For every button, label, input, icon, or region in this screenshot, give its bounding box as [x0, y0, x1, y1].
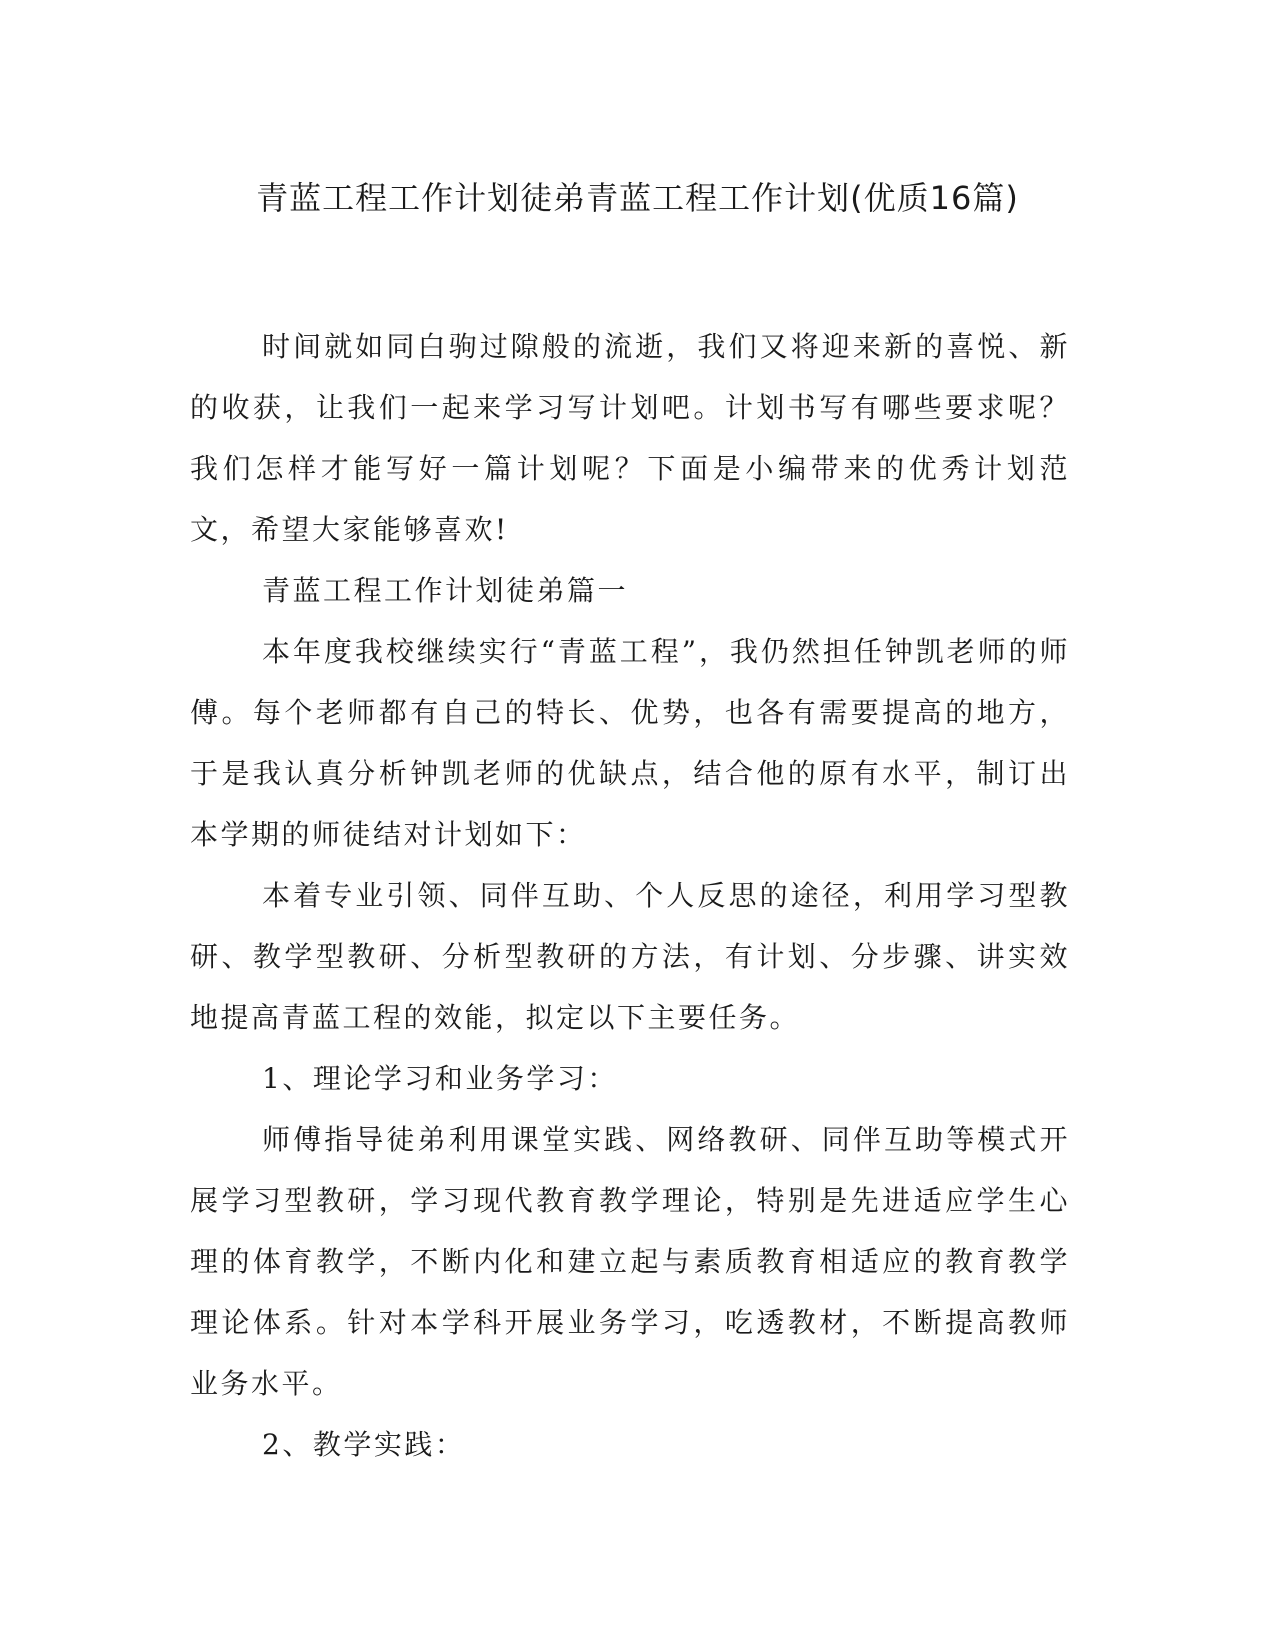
list-heading-theory-study: 1、理论学习和业务学习：	[262, 1062, 618, 1095]
document-body	[190, 316, 1070, 1475]
intro-paragraph: 时间就如同白驹过隙般的流逝，我们又将迎来新的喜悦、新的收获，让我们一起来学习写计划吧。计划书写有哪些要求呢？我们怎样才能写好一篇计划呢？下面是小编带来的优秀计划范文，希望大家能够喜欢!	[190, 330, 1070, 546]
body-paragraph: 本着专业引领、同伴互助、个人反思的途径，利用学习型教研、教学型教研、分析型教研的方法，有计划、分步骤、讲实效地提高青蓝工程的效能，拟定以下主要任务。	[190, 879, 1070, 1034]
list-heading-teaching-practice: 2、教学实践：	[262, 1428, 466, 1461]
document-title: 青蓝工程工作计划徒弟青蓝工程工作计划(优质16篇)	[256, 179, 1019, 217]
section-heading-part-one: 青蓝工程工作计划徒弟篇一	[262, 574, 629, 607]
body-paragraph: 师傅指导徒弟利用课堂实践、网络教研、同伴互助等模式开展学习型教研，学习现代教育教学理论，特别是先进适应学生心理的体育教学，不断内化和建立起与素质教育相适应的教育教学理论体系。针对本学科开展业务学习，吃透教材，不断提高教师业务水平。	[190, 1123, 1070, 1400]
body-paragraph: 本年度我校继续实行“青蓝工程”，我仍然担任钟凯老师的师傅。每个老师都有自己的特长、优势，也各有需要提高的地方，于是我认真分析钟凯老师的优缺点，结合他的原有水平，制订出本学期的师徒结对计划如下：	[190, 635, 1070, 851]
